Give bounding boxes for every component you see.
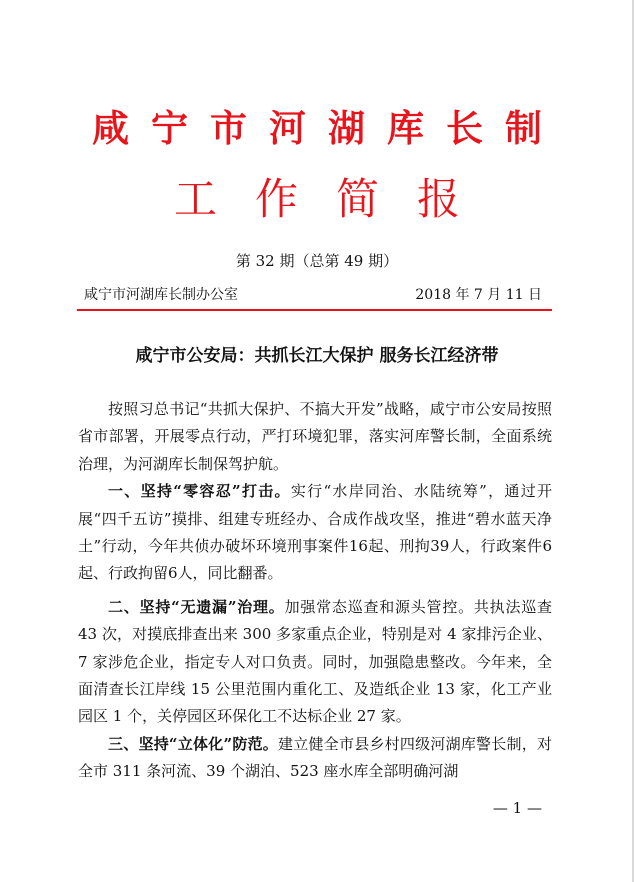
section-text-3: 建立健全市县乡村四级河湖库警长制，对全市 311 条河流、39 个湖泊、523 座水库全部明确河湖 [78, 734, 552, 781]
article-headline: 咸宁市公安局：共抓长江大保护 服务长江经济带 [135, 346, 499, 366]
section-paragraph-1 [78, 478, 552, 588]
section-paragraph-3 [78, 731, 552, 786]
section-paragraph-2 [78, 594, 552, 731]
section-text-2: 加强常态巡查和源头管控。共执法巡查 43 次，对摸底排查出来 300 多家重点企业，特别是对 4 家排污企业、7 家涉危企业，指定专人对口负责。同时，加强隐患整改。今年来，全面清查长江岸线 15 公里范围内重化工、及造纸企业 13 家，化工产业园区 1 个，关停园区环保化工不达标企业 27 家。 [78, 597, 552, 726]
org-title: 咸宁市河湖库长制 [92, 106, 564, 150]
issue-date: 2018 年 7 月 11 日 [415, 287, 542, 303]
article-body [78, 396, 552, 786]
section-heading-3: 三、坚持“立体化”防范。 [108, 734, 279, 753]
brief-title: 工作简报 [174, 175, 498, 225]
issuing-office: 咸宁市河湖库长制办公室 [84, 287, 238, 303]
issue-number: 第 32 期（总第 49 期） [235, 252, 399, 270]
section-text-1: 实行“水岸同治、水陆统筹”，通过开展“四千五访”摸排、组建专班经办、合成作战攻坚，推进“碧水蓝天净土”行动，今年共侦办破坏环境刑事案件16起、刑拘39人，行政案件6起、行政拘留6人，同比翻番。 [78, 482, 552, 583]
page-number: — 1 — [492, 799, 542, 817]
red-divider-line [77, 309, 552, 311]
intro-paragraph: 按照习总书记“共抓大保护、不搞大开发”战略，咸宁市公安局按照省市部署，开展零点行动，严打环境犯罪，落实河库警长制，全面系统治理，为河湖库长制保驾护航。 [78, 400, 552, 473]
section-heading-2: 二、坚持“无遗漏”治理。 [108, 597, 285, 616]
section-heading-1: 一、坚持“零容忍”打击。 [108, 482, 291, 501]
